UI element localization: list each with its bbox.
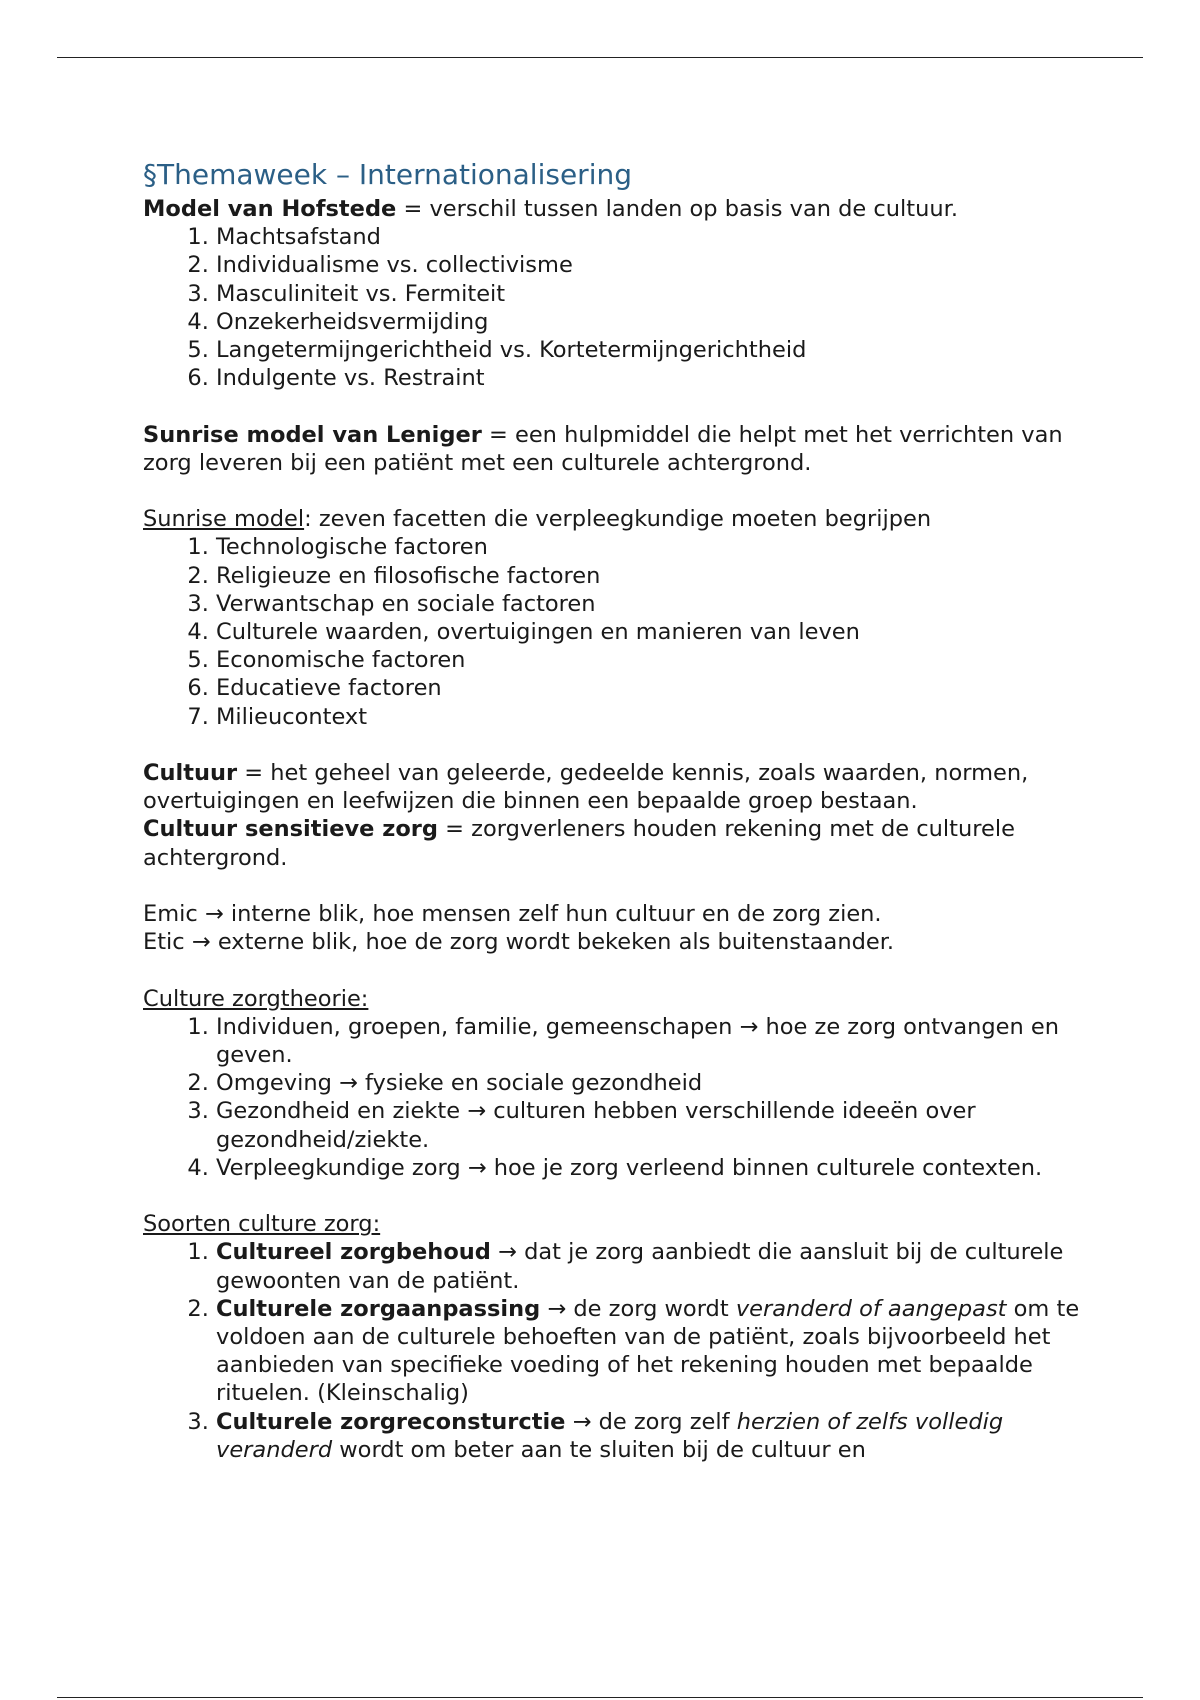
item-term: Cultureel zorgbehoud [216, 1239, 491, 1266]
theorie-heading [143, 985, 1083, 1013]
leniger-definition [143, 421, 1083, 477]
leniger-def: = een hulpmiddel die helpt met het verrichten van zorg leveren bij een patiënt met een culturele achtergrond. [143, 421, 1063, 476]
sensitieve-definition [143, 815, 1083, 871]
theorie-list [143, 1013, 1083, 1182]
section-heading: §Themaweek – Internationalisering [143, 158, 632, 191]
hofstede-definition [143, 195, 1083, 223]
list-item: 4. Culturele waarden, overtuigingen en manieren van leven [216, 618, 1083, 646]
list-item: 2. Religieuze en filosofische factoren [216, 562, 1083, 590]
item-text: → dat je zorg aanbiedt die aansluit bij de culturele gewoonten van de patiënt. [216, 1239, 1064, 1294]
item-italic: herzien of zelfs volledig veranderd [216, 1408, 1004, 1463]
list-item: 7. Milieucontext [216, 703, 1083, 731]
item-italic: veranderd of aangepast [735, 1295, 1007, 1322]
cultuur-term: Cultuur [143, 760, 238, 787]
list-item: 6. Indulgente vs. Restraint [216, 364, 1083, 392]
hofstede-list [143, 223, 1083, 392]
list-item: 1. Individuen, groepen, familie, gemeenschapen → hoe ze zorg ontvangen en geven. [216, 1013, 1083, 1069]
sunrise-intro [143, 505, 1083, 533]
document-body [143, 155, 1083, 1464]
list-item: 4. Onzekerheidsvermijding [216, 308, 1083, 336]
sunrise-text: : zeven facetten die verpleegkundige moeten begrijpen [304, 506, 932, 533]
list-item [216, 1295, 1083, 1408]
list-item: 5. Economische factoren [216, 646, 1083, 674]
list-item [216, 1408, 1083, 1464]
soorten-label: Soorten culture zorg: [143, 1211, 381, 1238]
soorten-heading [143, 1210, 1083, 1238]
sunrise-list [143, 533, 1083, 730]
list-item: 2. Omgeving → fysieke en sociale gezondheid [216, 1069, 1083, 1097]
item-text: wordt om beter aan te sluiten bij de cultuur en [332, 1436, 866, 1463]
list-item: 2. Individualisme vs. collectivisme [216, 251, 1083, 279]
item-text: → de zorg wordt [540, 1295, 736, 1322]
sensitieve-term: Cultuur sensitieve zorg [143, 816, 438, 843]
etic-line: Etic → externe blik, hoe de zorg wordt bekeken als buitenstaander. [143, 929, 895, 956]
sunrise-label: Sunrise model [143, 506, 305, 533]
list-item: 5. Langetermijngerichtheid vs. Kortetermijngerichtheid [216, 336, 1083, 364]
item-text: om te voldoen aan de culturele behoeften van de patiënt, zoals bijvoorbeeld het aanbieden van specifieke voeding of het rekening houden met bepaalde rituelen. (Kleinschalig) [216, 1295, 1080, 1407]
item-term: Culturele zorgreconsturctie [216, 1408, 566, 1435]
emic-line: Emic → interne blik, hoe mensen zelf hun cultuur en de zorg zien. [143, 901, 882, 928]
leniger-term: Sunrise model van Leniger [143, 421, 482, 448]
list-item: 3. Gezondheid en ziekte → culturen hebben verschillende ideeën over gezondheid/ziekte. [216, 1097, 1083, 1153]
list-item [216, 1238, 1083, 1294]
hofstede-term: Model van Hofstede [143, 196, 397, 222]
list-item: 4. Verpleegkundige zorg → hoe je zorg verleend binnen culturele contexten. [216, 1154, 1083, 1182]
list-item: 3. Verwantschap en sociale factoren [216, 590, 1083, 618]
soorten-list [143, 1238, 1083, 1464]
theorie-label: Culture zorgtheorie: [143, 985, 369, 1012]
list-item: 3. Masculiniteit vs. Fermiteit [216, 280, 1083, 308]
item-term: Culturele zorgaanpassing [216, 1295, 541, 1322]
hofstede-def: = verschil tussen landen op basis van de cultuur. [396, 196, 958, 222]
item-text: → de zorg zelf [565, 1408, 737, 1435]
footer-rule [57, 1697, 1143, 1698]
list-item: 6. Educatieve factoren [216, 674, 1083, 702]
cultuur-definition [143, 759, 1083, 815]
cultuur-def: = het geheel van geleerde, gedeelde kennis, zoals waarden, normen, overtuigingen en leefwijzen die binnen een bepaalde groep bestaan. [143, 760, 1029, 815]
header-rule [57, 57, 1143, 58]
sensitieve-def: = zorgverleners houden rekening met de culturele achtergrond. [143, 816, 1015, 871]
list-item: 1. Machtsafstand [216, 223, 1083, 251]
list-item: 1. Technologische factoren [216, 533, 1083, 561]
